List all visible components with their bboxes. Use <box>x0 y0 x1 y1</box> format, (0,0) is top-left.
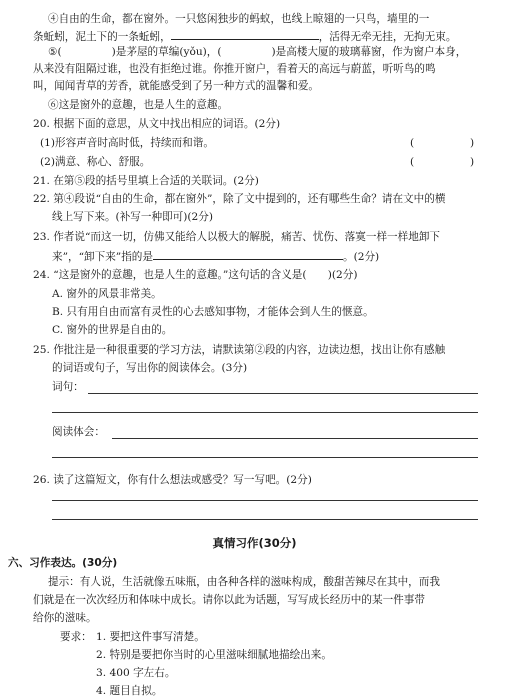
q26-line-1[interactable] <box>52 500 478 501</box>
answer-blank-q22[interactable] <box>171 28 319 40</box>
section-title: 真情习作(30分) <box>212 536 297 550</box>
q26-line-2[interactable] <box>52 519 478 520</box>
passage-p5-line3: 叫，闻闻青草的芳香，就能感受到了另一种方式的温馨和爱。 <box>33 80 320 92</box>
passage-p5-line2: 从来没有阻隔过谁，也没有拒绝过谁。你推开窗户，看着天的高远与蔚蓝，听听鸟的鸣 <box>33 63 436 75</box>
q23-line2-end: 。(2分) <box>343 251 380 263</box>
q25-feel-line-2[interactable] <box>52 457 478 458</box>
passage-p4-line2 <box>33 28 456 45</box>
composition-prompt-line3: 给你的滋味。 <box>33 612 97 624</box>
passage-p4-line2-start: 条蚯蚓，泥土下的一条蚯蚓， <box>33 31 171 43</box>
composition-prompt-line2: 们就是在一次次经历和体味中成长。请你以此为话题，写写成长经历中的某一件事带 <box>33 594 425 606</box>
p5-end-text: )是高楼大厦的玻璃幕窗，作为窗户本身， <box>271 46 467 58</box>
requirement-4: 4. 题目自拟。 <box>96 685 163 697</box>
passage-p4-line2-end: ，活得无牵无挂，无拘无束。 <box>318 31 457 43</box>
q25-word-line-1[interactable] <box>88 393 478 394</box>
question-25-line2: 的词语或句子，写出你的阅读体会。(3分) <box>52 362 248 374</box>
question-20-item-1: (1)形容声音时高时低，持续而和谐。 <box>40 137 214 149</box>
q25-word-label: 词句： <box>52 381 84 393</box>
passage-p6: ⑥这是窗外的意趣，也是人生的意趣。 <box>48 99 229 111</box>
passage-p4-line1: ④自由的生命，都在窗外。一只悠闲独步的蚂蚁，也线上晾翅的一只鸟，墙里的一 <box>48 13 430 25</box>
q25-feel-line-1[interactable] <box>112 438 478 439</box>
passage-p5-line1 <box>48 45 466 60</box>
q25-word-line-2[interactable] <box>52 412 478 413</box>
question-26: 26. 读了这篇短文，你有什么想法或感受？写一写吧。(2分) <box>33 474 312 486</box>
requirement-3: 3. 400 字左右。 <box>96 667 176 679</box>
composition-heading: 六、习作表达。(30分) <box>8 557 118 569</box>
p5-open-paren-1: ⑤( <box>48 46 62 58</box>
q24-option-b[interactable]: B. 只有用自由而富有灵性的心去感知事物，才能体会到人生的惬意。 <box>52 306 374 318</box>
requirements-label: 要求： <box>60 631 92 643</box>
question-20: 20. 根据下面的意思，从文中找出相应的词语。(2分) <box>33 118 281 130</box>
question-23-line2 <box>52 248 379 265</box>
q23-line2-start: 来”，“卸下来”指的是 <box>52 251 153 263</box>
q20-2-open-paren: ( <box>410 156 415 168</box>
question-20-item-2: (2)满意、称心、舒服。 <box>40 156 151 168</box>
q20-2-close-paren: ) <box>470 156 475 168</box>
q24-option-c[interactable]: C. 窗外的世界是自由的。 <box>52 324 173 336</box>
p5-middle-text: )是茅屋的草编(yǒu)，( <box>111 46 222 58</box>
answer-blank-q23[interactable] <box>153 248 343 260</box>
question-24: 24. “这是窗外的意趣，也是人生的意趣。”这句话的含义是( )(2分) <box>33 269 358 281</box>
q25-feel-label: 阅读体会： <box>52 426 105 438</box>
question-22-line1: 22. 第④段说“自由的生命，都在窗外”，除了文中提到的，还有哪些生命？请在文中的横 <box>33 193 446 205</box>
q24-option-a[interactable]: A. 窗外的风景非常美。 <box>52 288 162 300</box>
q20-1-close-paren: ) <box>470 137 475 149</box>
question-22-line2: 线上写下来。(补写一种即可)(2分) <box>52 211 213 223</box>
composition-prompt-line1: 提示：有人说，生活就像五味瓶，由各种各样的滋味构成，酸甜苦辣尽在其中，而我 <box>48 576 440 588</box>
q20-1-open-paren: ( <box>410 137 415 149</box>
requirement-1: 1. 要把这件事写清楚。 <box>96 631 205 643</box>
question-25-line1: 25. 作批注是一种很重要的学习方法，请默读第②段的内容，边读边想，找出让你有感触 <box>33 344 446 356</box>
question-21: 21. 在第⑤段的括号里填上合适的关联词。(2分) <box>33 175 259 187</box>
question-23-line1: 23. 作者说“而这一切，仿佛又能给人以极大的解脱，痛苦、忧伤、落寞一样一样地卸下 <box>33 231 441 243</box>
requirement-2: 2. 特别是要把你当时的心里滋味细腻地描绘出来。 <box>96 649 332 661</box>
